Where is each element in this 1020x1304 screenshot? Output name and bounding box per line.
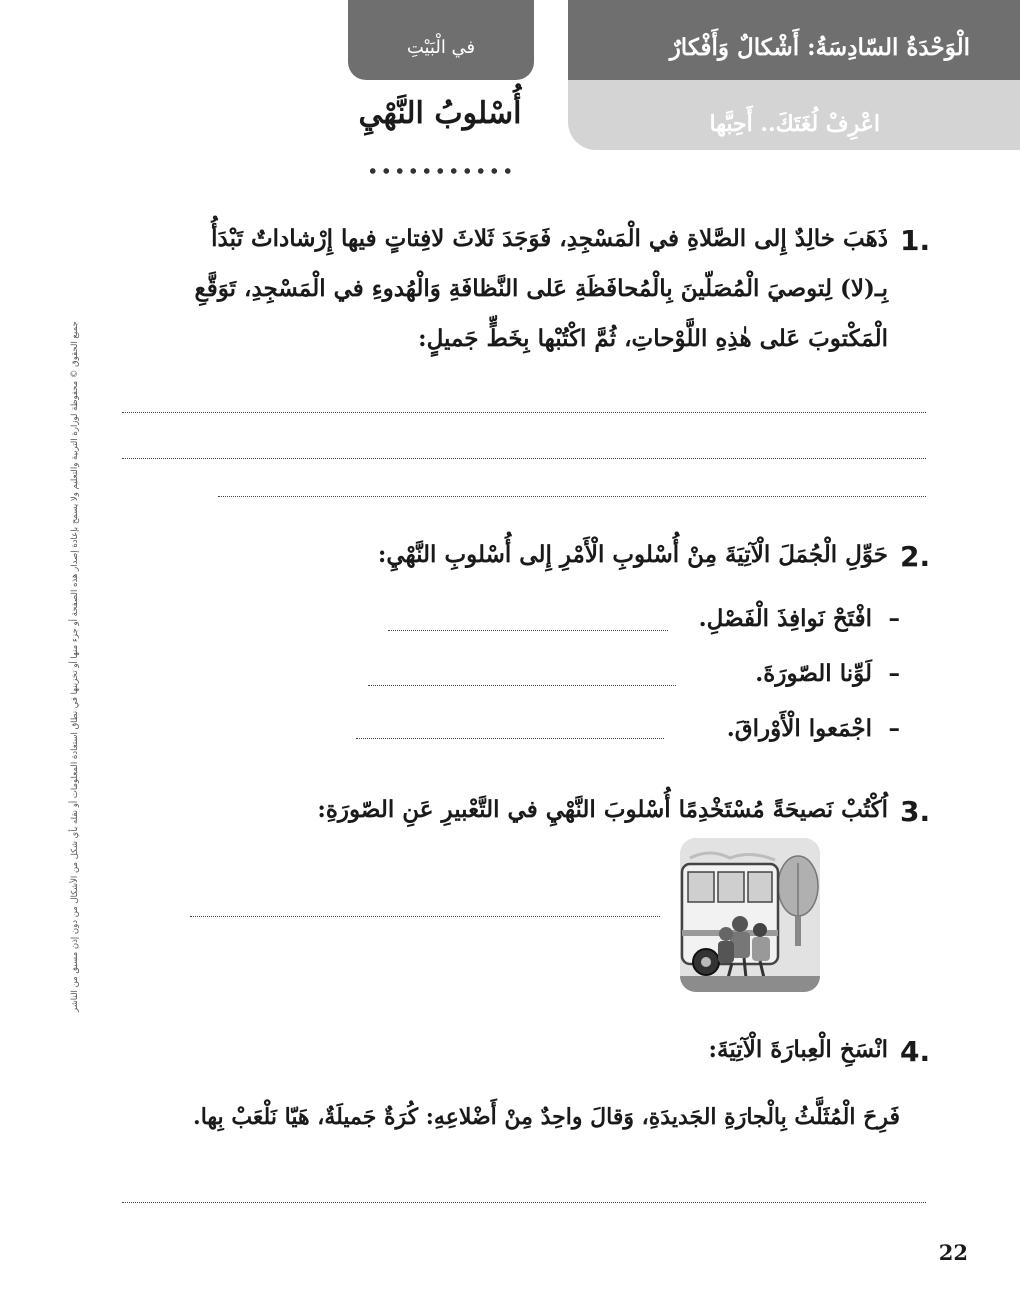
list-item — [600, 660, 900, 687]
answer-line[interactable] — [190, 916, 660, 917]
item-text: افْتَحْ نَوافِذَ الْفَصْلِ. — [698, 605, 872, 632]
title-dotted-underline — [366, 164, 516, 178]
copyright-text: جميع الحقوق © محفوظة لوزارة التربية والتعليم ولا يسمح بإعادة إصدار هذه الصفحة أو جزء منها أو تخزينها في نطاق استعادة المعلومات أو نقله بأي شكل من الأشكال من دون إذن مسبق من الناشر — [70, 321, 80, 1012]
question-4-number: 4. — [900, 1035, 931, 1068]
item-text: اجْمَعوا الْأَوْراقَ. — [726, 715, 872, 742]
answer-line[interactable] — [218, 496, 926, 497]
question-2-text: حَوِّلِ الْجُمَلَ الْآتِيَةَ مِنْ أُسْلوبِ الْأَمْرِ إِلى أُسْلوبِ النَّهْيِ: — [377, 541, 888, 568]
lesson-title: أُسْلوبُ النَّهْيِ — [358, 96, 522, 131]
question-1-line: ذَهَبَ خالِدٌ إِلى الصَّلاةِ في الْمَسْجِدِ، فَوَجَدَ ثَلاثَ لافِتاتٍ فيها إِرْشاداتٌ تَبْدَأُ — [211, 225, 888, 252]
question-4-text: انْسَخِ الْعِبارَةَ الْآتِيَةَ: — [708, 1036, 888, 1063]
answer-line[interactable] — [368, 685, 676, 686]
list-item — [600, 605, 900, 632]
answer-line[interactable] — [122, 1202, 926, 1203]
question-2-number: 2. — [900, 540, 931, 573]
copy-sentence: فَرِحَ الْمُثَلَّثُ بِالْجارَةِ الجَديدَةِ، وَقالَ واحِدٌ مِنْ أَضْلاعِهِ: كُرَةٌ جَميلَةٌ، هَيّا نَلْعَبْ بِها. — [193, 1104, 900, 1130]
question-1-number: 1. — [900, 224, 931, 257]
answer-line[interactable] — [122, 458, 926, 459]
page-number: 22 — [938, 1240, 968, 1265]
question-1-text — [160, 214, 888, 364]
list-dash: – — [888, 660, 900, 687]
unit-title: الْوَحْدَةُ السّادِسَةُ: أَشْكالٌ وَأَفْكارٌ — [568, 0, 1020, 80]
list-dash: – — [888, 605, 900, 632]
unit-subtitle: اعْرِفْ لُغَتَكَ.. أَحِبَّها — [568, 80, 1020, 150]
bus-illustration — [680, 838, 820, 992]
answer-line[interactable] — [356, 738, 664, 739]
question-3-text: اُكْتُبْ نَصيحَةً مُسْتَخْدِمًا أُسْلوبَ النَّهْيِ في التَّعْبيرِ عَنِ الصّورَةِ: — [317, 796, 888, 823]
question-3-number: 3. — [900, 795, 931, 828]
item-text: لَوِّنا الصّورَةَ. — [755, 660, 872, 687]
question-1-line: بِـ(لا) لِتوصيَ الْمُصَلّينَ بِالْمُحافَظَةِ عَلى النَّظافَةِ وَالْهُدوءِ في الْمَسْجِدِ، تَوَقَّعِ — [194, 275, 888, 302]
question-1-line: الْمَكْتوبَ عَلى هٰذِهِ اللَّوْحاتِ، ثُمَّ اكْتُبْها بِخَطٍّ جَميلٍ: — [418, 325, 888, 352]
tab-home: في الْبَيْتِ — [348, 0, 534, 80]
bus-with-children-icon — [680, 838, 820, 992]
answer-line[interactable] — [388, 630, 668, 631]
list-dash: – — [888, 715, 900, 742]
answer-line[interactable] — [122, 412, 926, 413]
